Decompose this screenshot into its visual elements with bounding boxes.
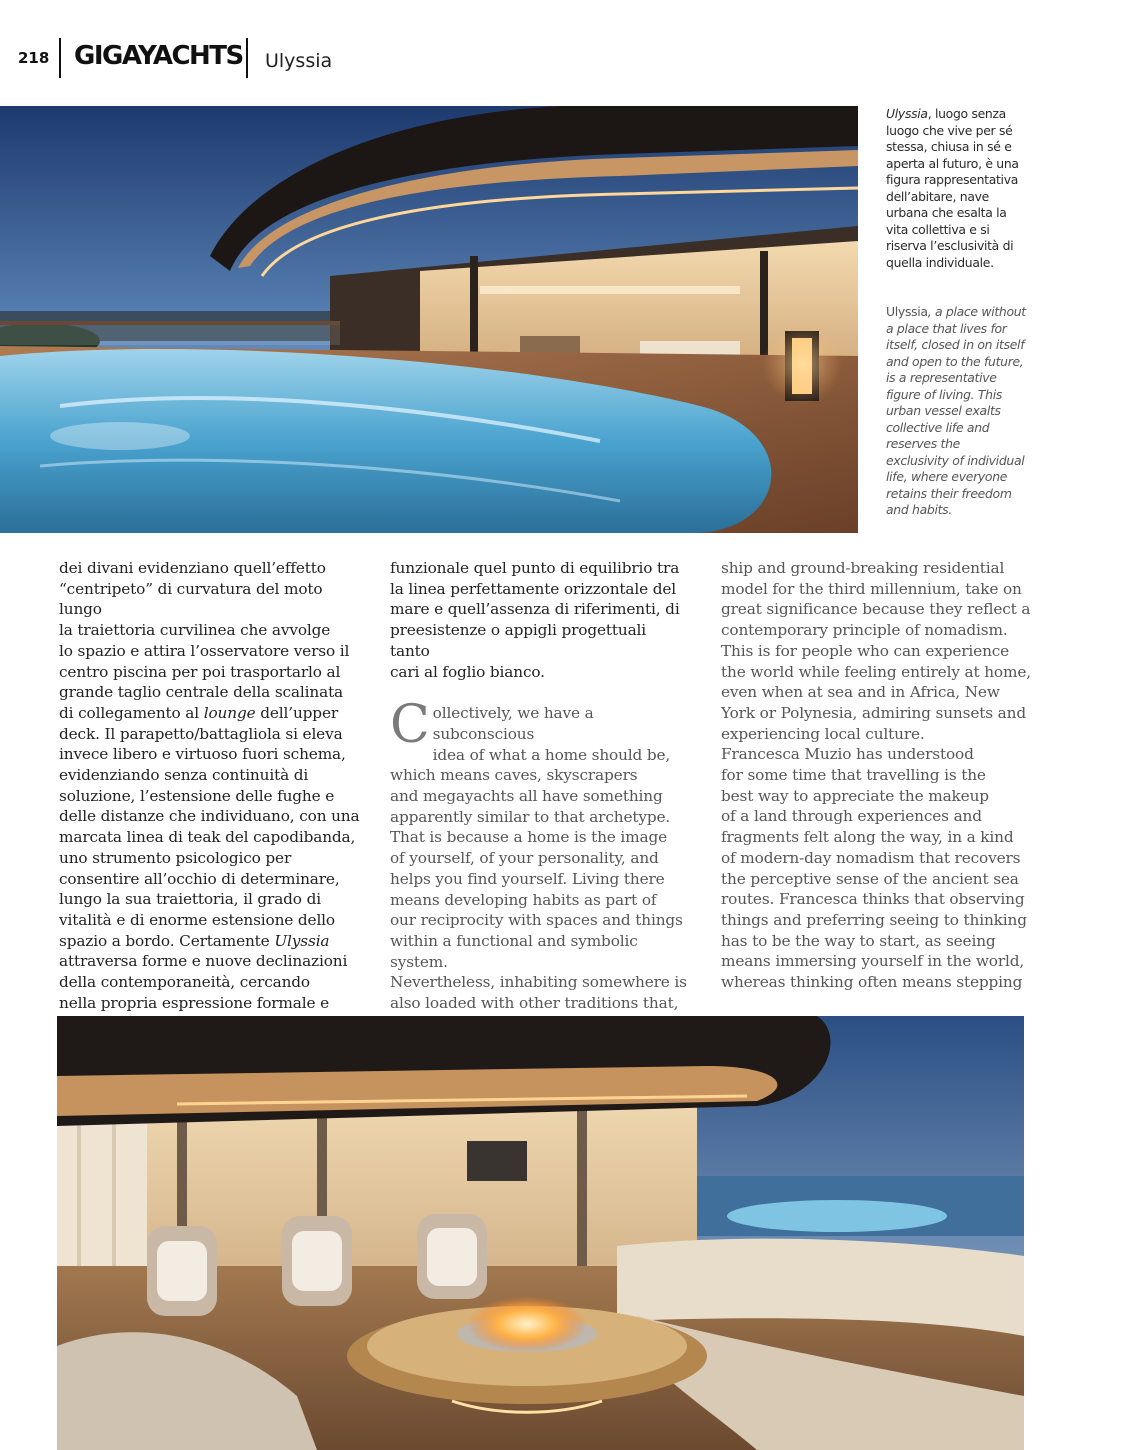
body-paragraph: [59, 558, 369, 1013]
caption-vessel-name: Ulyssia: [886, 304, 928, 319]
lounge-photo: [57, 1016, 1024, 1450]
section-title: GIGAYACHTS: [74, 41, 243, 71]
pool-deck-photo: [0, 106, 858, 533]
caption-text: , a place without a place that lives for itself, closed in on itself and open to the future, is a representative figure of living. This urban vessel exalts collective life and reserves the exclusivity of individual life, where everyone retains their freedom and habits.: [886, 304, 1026, 517]
caption-text: , luogo senza luogo che vive per sé stessa, chiusa in sé e aperta al futuro, è una figura rappresentativa dell’abitare, nave urbana che esalta la vita collettiva e si riserva l’esclusività di quella individuale.: [886, 106, 1019, 270]
body-text: dei divani evidenziano quell’effetto “centripeto” di curvatura del moto lungo la traiettoria curvilinea che avvolge lo spazio e attira l’osservatore verso il centro piscina per poi trasportarlo al grande taglio centrale della scalinata di collegamento al: [59, 559, 350, 722]
body-emphasis: Ulyssia: [274, 931, 330, 950]
caption-vessel-name: Ulyssia: [886, 106, 928, 121]
body-text: Collectively, we have a subconscious idea of what a home should be, which means caves, skyscrapers and megayachts all have something apparently similar to that archetype. That is because a home is the image of yourself, of your personality, and helps you find yourself. Living there means developing habits as part of our reciprocity with spaces and things within a functional and symbolic system. Nevertheless, inhabiting somewhere is also loaded with other traditions that,: [390, 695, 687, 1013]
page-number: 218: [18, 49, 50, 67]
body-column-1: [59, 558, 369, 1013]
article-title: Ulyssia: [265, 50, 333, 72]
body-column-2: [390, 558, 690, 1076]
body-emphasis: lounge: [203, 703, 256, 722]
header-divider: [246, 38, 248, 78]
body-column-3: [721, 558, 1031, 993]
body-text: attraversa forme e nuove declinazioni della contemporaneità, cercando nella propria espressione formale e: [59, 952, 348, 1012]
header-divider: [59, 38, 61, 78]
caption-italian: [886, 106, 1026, 271]
caption-english: [886, 304, 1026, 519]
body-paragraph-english: ship and ground-breaking residential model for the third millennium, take on great significance because they reflect a contemporary principle of nomadism. This is for people who can experience the world while feeling entirely at home, even when at sea and in Africa, New York or Polynesia, admiring sunsets and experiencing local culture. Francesca Muzio has understood for some time that travelling is the best way to appreciate the makeup of a land through experiences and fragments felt along the way, in a kind of modern-day nomadism that recovers the perceptive sense of the ancient sea routes. Francesca thinks that observing things and preferring seeing to thinking has to be the way to start, as seeing means immersing yourself in the world, whereas thinking often means stepping: [721, 559, 1031, 992]
body-paragraph-italian: funzionale quel punto di equilibrio tra la linea perfettamente orizzontale del mare e quell’assenza di riferimenti, di preesistenze o appigli progettuali tanto cari al foglio bianco.: [390, 559, 680, 681]
body-text: dell’upper deck. Il parapetto/battagliola si eleva invece libero e virtuoso fuori schema, evidenziando senza continuità di soluzione, l’estensione delle fughe e delle distanze che individuano, con una marcata linea di teak del capodibanda, uno strumento psicologico per consentire all’occhio di determinare, lungo la sua traiettoria, il grado di vitalità e di enorme estensione dello spazio a bordo. Certamente: [59, 703, 360, 950]
